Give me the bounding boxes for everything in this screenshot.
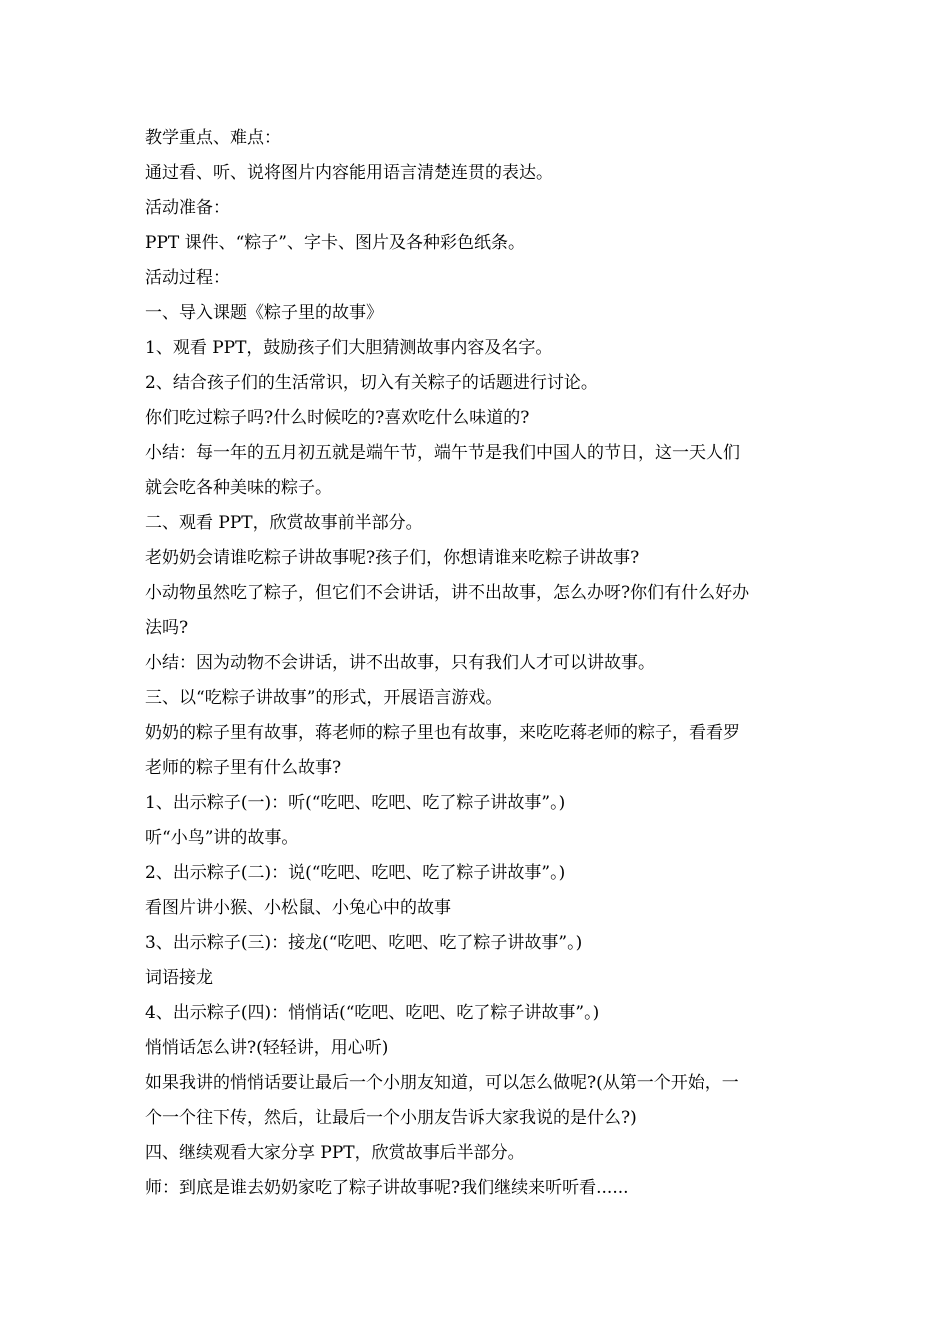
text-line: 老师的粽子里有什么故事?	[145, 758, 342, 778]
text-line: 3、出示粽子(三)：接龙(“吃吧、吃吧、吃了粽子讲故事”。)	[145, 933, 583, 953]
text-line: 通过看、听、说将图片内容能用语言清楚连贯的表达。	[145, 163, 553, 183]
text-line: 1、观看 PPT，鼓励孩子们大胆猜测故事内容及名字。	[145, 338, 553, 358]
text-line: 二、观看 PPT，欣赏故事前半部分。	[145, 513, 423, 533]
text-line: 教学重点、难点：	[145, 128, 281, 148]
text-line: 4、出示粽子(四)：悄悄话(“吃吧、吃吧、吃了粽子讲故事”。)	[145, 1003, 600, 1023]
text-line: 2、出示粽子(二)：说(“吃吧、吃吧、吃了粽子讲故事”。)	[145, 863, 566, 883]
text-line: 悄悄话怎么讲?(轻轻讲，用心听)	[145, 1038, 389, 1058]
text-line: 活动准备：	[145, 198, 230, 218]
text-line: 你们吃过粽子吗?什么时候吃的?喜欢吃什么味道的?	[145, 408, 530, 428]
text-line: 就会吃各种美味的粽子。	[145, 478, 332, 498]
text-line: 小结：每一年的五月初五就是端午节，端午节是我们中国人的节日，这一天人们	[145, 443, 740, 463]
text-line: 三、以“吃粽子讲故事”的形式，开展语言游戏。	[145, 688, 503, 708]
text-line: 2、结合孩子们的生活常识，切入有关粽子的话题进行讨论。	[145, 373, 598, 393]
text-line: 小结：因为动物不会讲话，讲不出故事，只有我们人才可以讲故事。	[145, 653, 655, 673]
text-line: 师：到底是谁去奶奶家吃了粽子讲故事呢?我们继续来听听看......	[145, 1178, 629, 1198]
text-line: 老奶奶会请谁吃粽子讲故事呢?孩子们，你想请谁来吃粽子讲故事?	[145, 548, 640, 568]
document-body	[145, 121, 813, 1206]
text-line: 一、导入课题《粽子里的故事》	[145, 303, 383, 323]
text-line: 看图片讲小猴、小松鼠、小兔心中的故事	[145, 898, 451, 918]
text-line: 四、继续观看大家分享 PPT，欣赏故事后半部分。	[145, 1143, 525, 1163]
text-line: 个一个往下传，然后，让最后一个小朋友告诉大家我说的是什么?)	[145, 1108, 637, 1128]
text-line: 词语接龙	[145, 968, 213, 988]
text-line: 活动过程：	[145, 268, 230, 288]
text-line: 法吗?	[145, 618, 189, 638]
text-line: 1、出示粽子(一)：听(“吃吧、吃吧、吃了粽子讲故事”。)	[145, 793, 566, 813]
text-line: PPT 课件、“粽子”、字卡、图片及各种彩色纸条。	[145, 233, 526, 253]
text-line: 小动物虽然吃了粽子，但它们不会讲话，讲不出故事，怎么办呀?你们有什么好办	[145, 583, 750, 603]
text-line: 听“小鸟”讲的故事。	[145, 828, 299, 848]
text-line: 奶奶的粽子里有故事，蒋老师的粽子里也有故事，来吃吃蒋老师的粽子，看看罗	[145, 723, 740, 743]
text-line: 如果我讲的悄悄话要让最后一个小朋友知道，可以怎么做呢?(从第一个开始，一	[145, 1073, 739, 1093]
